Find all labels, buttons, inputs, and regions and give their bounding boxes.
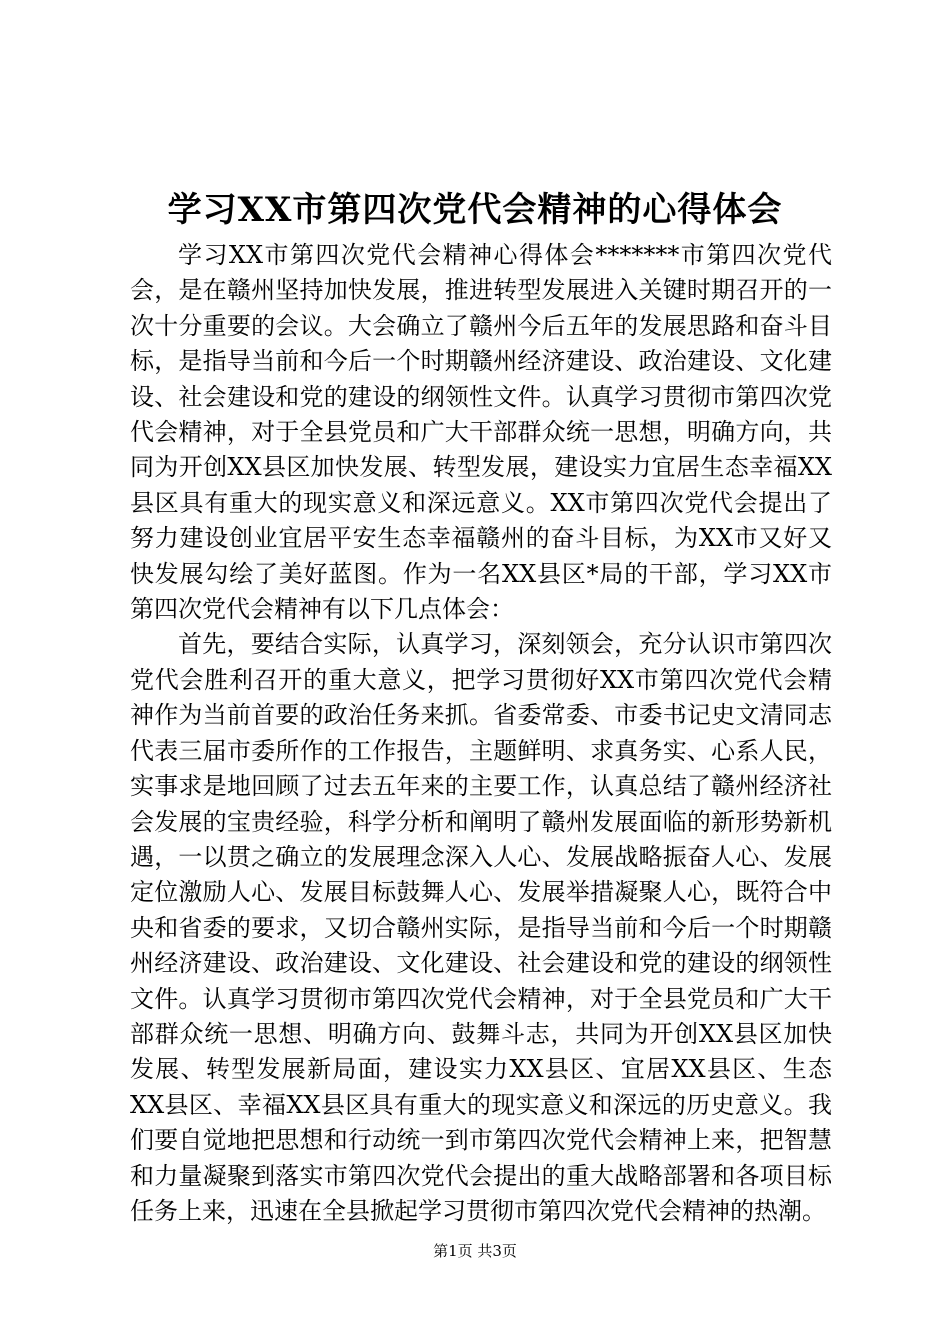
document-body	[130, 238, 832, 1229]
document-title: 学习XX市第四次党代会精神的心得体会	[167, 190, 783, 230]
paragraph-first-point: 首先，要结合实际，认真学习，深刻领会，充分认识市第四次党代会胜利召开的重大意义，把学习贯彻好XX市第四次党代会精神作为当前首要的政治任务来抓。省委常委、市委书记史文清同志代表三届市委所作的工作报告，主题鲜明、求真务实、心系人民，实事求是地回顾了过去五年来的主要工作，认真总结了赣州经济社会发展的宝贵经验，科学分析和阐明了赣州发展面临的新形势新机遇，一以贯之确立的发展理念深入人心、发展战略振奋人心、发展定位激励人心、发展目标鼓舞人心、发展举措凝聚人心，既符合中央和省委的要求，又切合赣州实际，是指导当前和今后一个时期赣州经济建设、政治建设、文化建设、社会建设和党的建设的纲领性文件。认真学习贯彻市第四次党代会精神，对于全县党员和广大干部群众统一思想、明确方向、鼓舞斗志，共同为开创XX县区加快发展、转型发展新局面，建设实力XX县区、宜居XX县区、生态XX县区、幸福XX县区具有重大的现实意义和深远的历史意义。我们要自觉地把思想和行动统一到市第四次党代会精神上来，把智慧和力量凝聚到落实市第四次党代会提出的重大战略部署和各项目标任务上来，迅速在全县掀起学习贯彻市第四次党代会精神的热潮。	[130, 630, 832, 1225]
paragraph-intro: 学习XX市第四次党代会精神心得体会*******市第四次党代会，是在赣州坚持加快发展，推进转型发展进入关键时期召开的一次十分重要的会议。大会确立了赣州今后五年的发展思路和奋斗目标，是指导当前和今后一个时期赣州经济建设、政治建设、文化建设、社会建设和党的建设的纲领性文件。认真学习贯彻市第四次党代会精神，对于全县党员和广大干部群众统一思想，明确方向，共同为开创XX县区加快发展、转型发展，建设实力宜居生态幸福XX县区具有重大的现实意义和深远意义。XX市第四次党代会提出了努力建设创业宜居平安生态幸福赣州的奋斗目标，为XX市又好又快发展勾绘了美好蓝图。作为一名XX县区*局的干部，学习XX市第四次党代会精神有以下几点体会：	[130, 241, 832, 624]
page-footer: 第1页 共3页	[433, 1242, 517, 1260]
